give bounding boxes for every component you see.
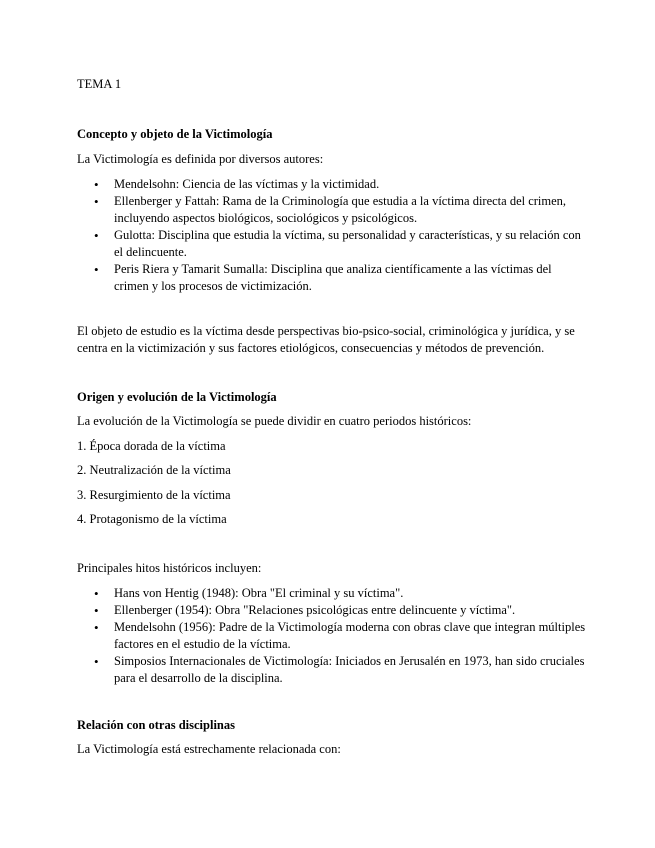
object-paragraph: El objeto de estudio es la víctima desde perspectivas bio-psico-social, criminológica y jurídica, y se centra en la victimización y sus factores etiológicos, consecuencias y métodos de prevención. <box>77 324 575 355</box>
authors-list <box>77 176 587 295</box>
section-intro-concepto: La Victimología es definida por diversos autores: <box>77 152 324 166</box>
section-intro-relacion: La Victimología está estrechamente relacionada con: <box>77 742 341 756</box>
section-intro-origen: La evolución de la Victimología se puede dividir en cuatro periodos históricos: <box>77 414 472 428</box>
tema-title: TEMA 1 <box>77 77 122 91</box>
period-item: 4. Protagonismo de la víctima <box>77 512 227 526</box>
hitos-list <box>77 585 587 687</box>
section-heading-concepto: Concepto y objeto de la Victimología <box>77 127 273 141</box>
period-item: 3. Resurgimiento de la víctima <box>77 488 231 502</box>
hitos-intro: Principales hitos históricos incluyen: <box>77 561 262 575</box>
list-item: • Gulotta: Disciplina que estudia la víctima, su personalidad y características, y su relación con el delincuente. <box>77 227 587 261</box>
list-item: • Simposios Internacionales de Victimología: Iniciados en Jerusalén en 1973, han sido cruciales para el desarrollo de la disciplina. <box>77 653 587 687</box>
list-item: • Mendelsohn (1956): Padre de la Victimología moderna con obras clave que integran múltiples factores en el estudio de la víctima. <box>77 619 587 653</box>
section-heading-relacion: Relación con otras disciplinas <box>77 718 235 732</box>
list-item: • Hans von Hentig (1948): Obra "El criminal y su víctima". <box>77 585 587 602</box>
section-heading-origen: Origen y evolución de la Victimología <box>77 390 277 404</box>
list-item: • Ellenberger (1954): Obra "Relaciones psicológicas entre delincuente y víctima". <box>77 602 587 619</box>
period-item: 1. Época dorada de la víctima <box>77 439 226 453</box>
list-item: • Mendelsohn: Ciencia de las víctimas y la victimidad. <box>77 176 587 193</box>
list-item: • Ellenberger y Fattah: Rama de la Criminología que estudia a la víctima directa del crimen, incluyendo aspectos biológicos, sociológicos y psicológicos. <box>77 193 587 227</box>
period-item: 2. Neutralización de la víctima <box>77 463 231 477</box>
list-item: • Peris Riera y Tamarit Sumalla: Disciplina que analiza científicamente a las víctimas del crimen y los procesos de victimización. <box>77 261 587 295</box>
